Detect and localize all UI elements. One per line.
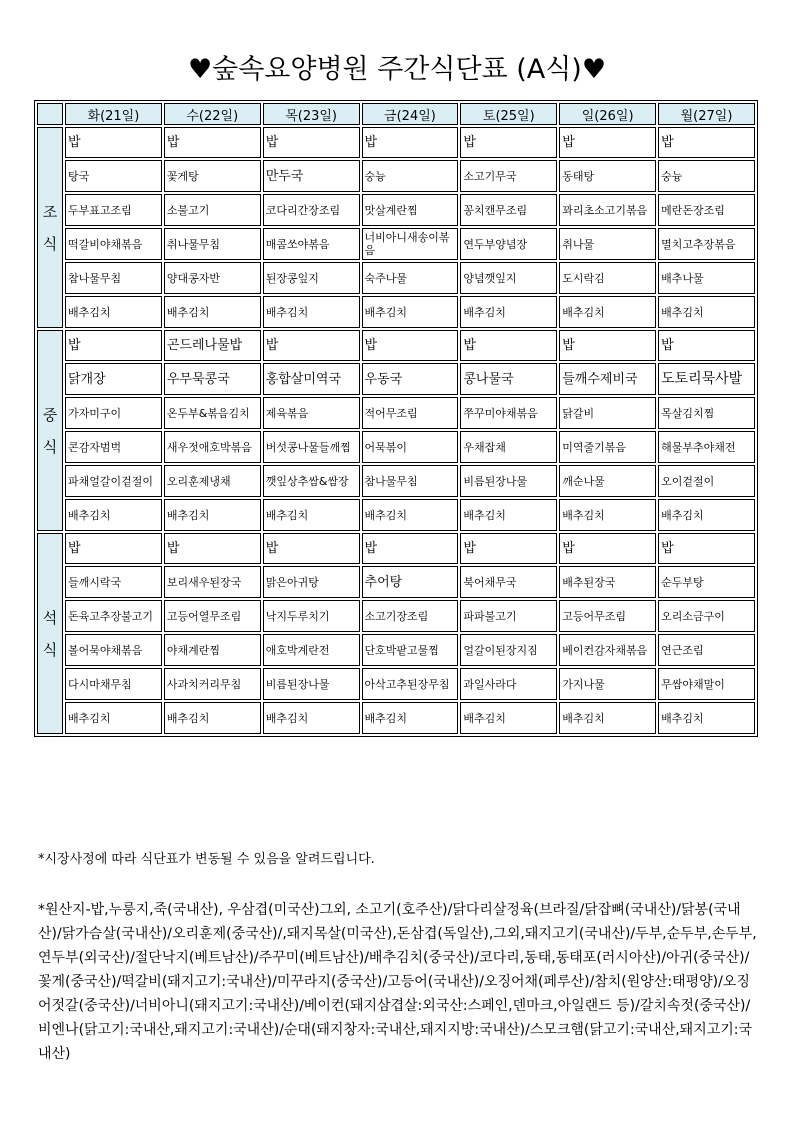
menu-item: 닭개장: [65, 363, 162, 395]
page-title: ♥숲속요양병원 주간식단표 (A식)♥: [187, 54, 607, 85]
menu-item: 베이컨감자채볶음: [559, 634, 656, 666]
menu-item: 밥: [362, 127, 459, 158]
menu-item: 메란돈장조림: [658, 194, 755, 226]
menu-item: 밥: [263, 330, 360, 361]
meal-label: [37, 127, 63, 328]
meal-label-char: 석: [42, 608, 58, 627]
menu-item: 곤드레나물밥: [164, 330, 261, 361]
weekly-menu-table: [34, 100, 758, 737]
menu-item: 맑은아귀탕: [263, 566, 360, 598]
meal-label-char: 중: [42, 405, 58, 424]
menu-row: [37, 296, 755, 328]
menu-item: 배추김치: [65, 296, 162, 328]
menu-item: 밥: [164, 533, 261, 564]
menu-item: 밥: [362, 533, 459, 564]
menu-item: 비름된장나물: [460, 465, 557, 497]
menu-item: 보리새우된장국: [164, 566, 261, 598]
menu-item: 밥: [460, 127, 557, 158]
menu-row: [37, 363, 755, 395]
menu-item: 파채얼갈이겉절이: [65, 465, 162, 497]
day-header: 일(26일): [559, 103, 656, 125]
menu-row: [37, 397, 755, 429]
menu-item: 탕국: [65, 160, 162, 192]
menu-item: 배추김치: [658, 499, 755, 531]
menu-item: 밥: [164, 127, 261, 158]
menu-item: 고등어열무조림: [164, 600, 261, 632]
menu-item: 숭늉: [658, 160, 755, 192]
menu-item: 밥: [559, 127, 656, 158]
menu-item: 배추김치: [460, 296, 557, 328]
menu-item: 멸치고추장볶음: [658, 228, 755, 260]
menu-item: 가자미구이: [65, 397, 162, 429]
menu-item: 배추김치: [362, 296, 459, 328]
menu-row: [37, 194, 755, 226]
menu-item: 목살김치찜: [658, 397, 755, 429]
menu-row: [37, 228, 755, 260]
menu-item: 너비아니새송이볶음: [362, 228, 459, 260]
menu-item: 사과치커리무침: [164, 668, 261, 700]
menu-item: 밥: [559, 330, 656, 361]
menu-item: 순두부탕: [658, 566, 755, 598]
meal-label-char: 조: [42, 202, 58, 221]
menu-item: 과일사라다: [460, 668, 557, 700]
day-header: 금(24일): [362, 103, 459, 125]
menu-item: 취나물: [559, 228, 656, 260]
menu-item: 된장콩잎지: [263, 262, 360, 294]
meal-label: [37, 330, 63, 531]
menu-item: 닭갈비: [559, 397, 656, 429]
menu-item: 취나물무침: [164, 228, 261, 260]
menu-item: 쭈꾸미야채볶음: [460, 397, 557, 429]
menu-item: 배추김치: [460, 702, 557, 734]
menu-row: [37, 702, 755, 734]
menu-item: 밥: [362, 330, 459, 361]
menu-item: 숭늉: [362, 160, 459, 192]
menu-item: 배추김치: [559, 499, 656, 531]
menu-item: 아삭고추된장무침: [362, 668, 459, 700]
menu-item: 해물부추야채전: [658, 431, 755, 463]
meal-label-char: 식: [42, 640, 58, 659]
menu-item: 숙주나물: [362, 262, 459, 294]
menu-item: 배추김치: [263, 296, 360, 328]
menu-row: [37, 262, 755, 294]
menu-item: 배추김치: [460, 499, 557, 531]
day-header: 수(22일): [164, 103, 261, 125]
menu-item: 배추김치: [65, 499, 162, 531]
menu-row: [37, 533, 755, 564]
menu-item: 제육볶음: [263, 397, 360, 429]
menu-item: 우채잡채: [460, 431, 557, 463]
menu-item: 밥: [263, 127, 360, 158]
menu-item: 오이겉절이: [658, 465, 755, 497]
menu-item: 연근조림: [658, 634, 755, 666]
menu-item: 북어채무국: [460, 566, 557, 598]
menu-item: 새우젓애호박볶음: [164, 431, 261, 463]
menu-item: 배추김치: [263, 702, 360, 734]
menu-item: 도토리묵사발: [658, 363, 755, 395]
meal-label-char: 식: [42, 234, 58, 253]
menu-item: 소고기장조림: [362, 600, 459, 632]
menu-item: 동태탕: [559, 160, 656, 192]
menu-item: 파파불고기: [460, 600, 557, 632]
menu-item: 두부표고조림: [65, 194, 162, 226]
menu-item: 적어무조림: [362, 397, 459, 429]
menu-item: 참나물무침: [65, 262, 162, 294]
menu-item: 양대콩자반: [164, 262, 261, 294]
menu-item: 매콤쏘야볶음: [263, 228, 360, 260]
menu-item: 깨순나물: [559, 465, 656, 497]
menu-item: 밥: [460, 533, 557, 564]
menu-item: 떡갈비야채볶음: [65, 228, 162, 260]
menu-item: 배추김치: [164, 499, 261, 531]
menu-item: 콘감자범벅: [65, 431, 162, 463]
menu-item: 홍합살미역국: [263, 363, 360, 395]
menu-item: 낙지두루치기: [263, 600, 360, 632]
menu-item: 어묵볶이: [362, 431, 459, 463]
menu-item: 배추김치: [559, 702, 656, 734]
menu-item: 오리소금구이: [658, 600, 755, 632]
menu-item: 밥: [658, 533, 755, 564]
menu-item: 온두부&볶음김치: [164, 397, 261, 429]
menu-item: 배추나물: [658, 262, 755, 294]
origin-notice: *원산지-밥,누룽지,죽(국내산), 우삼겹(미국산)그외, 소고기(호주산)/닭다리살정육(브라질/닭잡뼈(국내산)/닭봉(국내산)/닭가슴살(국내산)/오리훈제(중국산)/,돼지목살(미국산),돈삼겹(독일산),그외,돼지고기(국내산)/두부,순두부,손두부,연두부(외국산)/절단낙지(베트남산)/주꾸미(베트남산)/배추김치(중국산)/코다리,동태,동태포(러시아산)/아귀(중국산)/꽃게(중국산)/떡갈비(돼지고기:국내산)/미꾸라지(중국산)/고등어(국내산)/오징어채(페루산)/참치(원양산:태평양)/오징어젓갈(중국산)/너비아니(돼지고기:국내산)/베이컨(돼지삼겹살:외국산:스페인,덴마크,아일랜드 등)/갈치속젓(중국산)/비엔나(닭고기:국내산,돼지고기:국내산)/순대(돼지창자:국내산,돼지지방:국내산)/스모크햄(닭고기:국내산,돼지고기:국내산): [38, 902, 757, 1062]
menu-item: 밥: [65, 533, 162, 564]
menu-item: 얼갈이된장지짐: [460, 634, 557, 666]
menu-item: 버섯콩나물들깨찜: [263, 431, 360, 463]
menu-item: 단호박팥고물찜: [362, 634, 459, 666]
menu-row: [37, 127, 755, 158]
menu-row: [37, 431, 755, 463]
menu-item: 들깨수제비국: [559, 363, 656, 395]
menu-row: [37, 600, 755, 632]
menu-item: 가지나물: [559, 668, 656, 700]
menu-item: 소고기무국: [460, 160, 557, 192]
menu-item: 만두국: [263, 160, 360, 192]
menu-item: 꽁치캔무조림: [460, 194, 557, 226]
menu-row: [37, 499, 755, 531]
menu-item: 깻잎상추쌈&쌈장: [263, 465, 360, 497]
menu-item: 양념깻잎지: [460, 262, 557, 294]
menu-item: 밥: [460, 330, 557, 361]
menu-item: 배추김치: [658, 296, 755, 328]
menu-item: 우무묵콩국: [164, 363, 261, 395]
menu-item: 고등어무조림: [559, 600, 656, 632]
menu-row: [37, 566, 755, 598]
menu-item: 참나물무침: [362, 465, 459, 497]
menu-item: 배추김치: [164, 296, 261, 328]
meal-label-char: 식: [42, 437, 58, 456]
menu-item: 우동국: [362, 363, 459, 395]
menu-item: 오리훈제냉채: [164, 465, 261, 497]
menu-row: [37, 465, 755, 497]
menu-item: 소불고기: [164, 194, 261, 226]
menu-item: 추어탕: [362, 566, 459, 598]
menu-item: 도시락김: [559, 262, 656, 294]
menu-item: 배추김치: [658, 702, 755, 734]
menu-row: [37, 160, 755, 192]
menu-item: 밥: [559, 533, 656, 564]
menu-item: 들깨시락국: [65, 566, 162, 598]
menu-item: 밥: [65, 330, 162, 361]
menu-item: 돈육고추장불고기: [65, 600, 162, 632]
menu-item: 볼어묵야채볶음: [65, 634, 162, 666]
menu-row: [37, 330, 755, 361]
header-corner: [37, 103, 63, 125]
menu-item: 밥: [658, 127, 755, 158]
menu-item: 비름된장나물: [263, 668, 360, 700]
day-header: 목(23일): [263, 103, 360, 125]
menu-item: 밥: [65, 127, 162, 158]
menu-item: 배추김치: [559, 296, 656, 328]
menu-item: 미역줄기볶음: [559, 431, 656, 463]
menu-item: 밥: [658, 330, 755, 361]
day-header: 화(21일): [65, 103, 162, 125]
menu-item: 배추김치: [164, 702, 261, 734]
menu-item: 꽃게탕: [164, 160, 261, 192]
day-header: 월(27일): [658, 103, 755, 125]
menu-item: 야채계란찜: [164, 634, 261, 666]
menu-item: 맛살계란찜: [362, 194, 459, 226]
menu-item: 콩나물국: [460, 363, 557, 395]
menu-item: 배추김치: [65, 702, 162, 734]
menu-item: 무쌈야채말이: [658, 668, 755, 700]
menu-item: 꽈리초소고기볶음: [559, 194, 656, 226]
day-header: 토(25일): [460, 103, 557, 125]
menu-item: 배추된장국: [559, 566, 656, 598]
market-notice: *시장사정에 따라 식단표가 변동될 수 있음을 알려드립니다.: [38, 852, 375, 867]
menu-row: [37, 668, 755, 700]
menu-item: 다시마채무침: [65, 668, 162, 700]
menu-item: 배추김치: [362, 702, 459, 734]
menu-item: 연두부양념장: [460, 228, 557, 260]
meal-label: [37, 533, 63, 734]
menu-item: 배추김치: [362, 499, 459, 531]
menu-item: 코다리간장조림: [263, 194, 360, 226]
day-header-row: [37, 103, 755, 125]
menu-item: 배추김치: [263, 499, 360, 531]
menu-item: 밥: [263, 533, 360, 564]
menu-item: 애호박계란전: [263, 634, 360, 666]
menu-row: [37, 634, 755, 666]
